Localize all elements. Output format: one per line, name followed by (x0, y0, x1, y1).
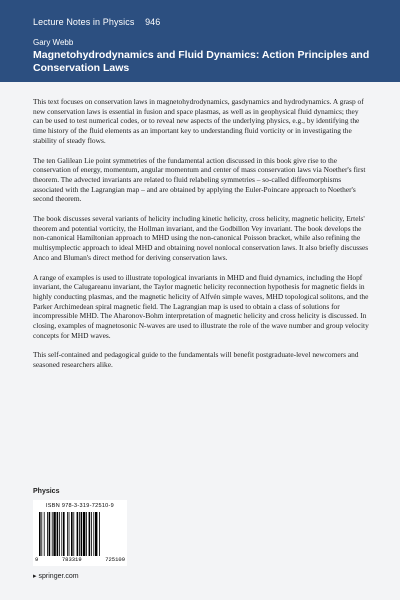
barcode-bar (95, 512, 97, 556)
barcode-bar (44, 512, 45, 556)
barcode-digit-group: 783319 (61, 556, 82, 563)
barcode-bar (63, 512, 65, 556)
header-band (0, 0, 400, 82)
paragraph-3: The book discusses several variants of helicity including kinetic helicity, cross helicity, magnetic helicity, Ertels' theorem and potential vorticity, the Hollman invariant, and the Godbillon Vey invariant. The book develops the non-canonical Hamiltonian approach to MHD using the non-canonical Poisson bracket, while also refining the multisymplectic approach to ideal MHD and obtaining novel nonlocal conservation laws. It also briefly discusses Anco and Bluman's direct method for deriving conservation laws. (33, 214, 369, 262)
barcode-bar (89, 512, 91, 556)
barcode-bar (93, 512, 94, 556)
barcode-bar (71, 512, 73, 556)
series-line (33, 17, 160, 27)
series-name: Lecture Notes in Physics (33, 17, 135, 27)
barcode-bar (39, 512, 41, 556)
barcode-bar (99, 512, 100, 556)
website-text: springer.com (38, 573, 79, 580)
barcode-digits (35, 556, 125, 563)
paragraph-1: This text focuses on conservation laws in magnetohydrodynamics, gasdynamics and hydrodynamics. A grasp of new conservation laws is essential in fusion and space plasmas, as well as in geophysical fluid dynamics; they can be used to test numerical codes, or to reveal new aspects of the underlying physics, e.g., by identifying the time history of the fluid elements as an important key to understanding fluid vorticity or in investigating the stability of steady flows. (33, 97, 364, 145)
barcode-bar (59, 512, 60, 556)
barcode-bar (83, 512, 85, 556)
author-name: Gary Webb (33, 38, 74, 47)
barcode-bar (53, 512, 55, 556)
isbn-label: ISBN 978-3-319-72510-9 (45, 503, 115, 509)
barcode-bar (73, 512, 74, 556)
barcode-bar (61, 512, 62, 556)
barcode-bar (41, 512, 42, 556)
barcode-bar (57, 512, 59, 556)
paragraph-4: A range of examples is used to illustrate topological invariants in MHD and fluid dynamics, including the Hopf invariant, the Calugareanu invariant, the Taylor magnetic helicity reconnection hypothesis for magnetic fields in highly conducting plasmas, and the magnetic helicity of Alfvén simple waves, MHD topological solitons, and the Parker Archimedean spiral magnetic field. The Lagrangian map is used to obtain a class of solutions for incompressible MHD. The Aharonov-Bohm interpretation of magnetic helicity and cross helicity is discussed. In closing, examples of magnetosonic N-waves are used to illustrate the role of the wave number and group velocity concepts for MHD waves. (33, 272, 369, 340)
barcode-digit-group: 9 (35, 556, 39, 563)
subject-label: Physics (33, 488, 60, 495)
barcode-bar (47, 512, 48, 556)
barcode-bar (77, 512, 79, 556)
series-number: 946 (145, 17, 161, 27)
barcode-icon (39, 512, 121, 556)
barcode-panel (33, 500, 127, 566)
barcode-bar (91, 512, 92, 556)
description (33, 97, 369, 380)
barcode-bar (79, 512, 80, 556)
book-title: Magnetohydrodynamics and Fluid Dynamics: Action Principles and Conservation Laws (33, 49, 370, 74)
publisher-website[interactable] (33, 572, 79, 580)
barcode-bar (52, 512, 53, 556)
paragraph-2: The ten Galilean Lie point symmetries of the fundamental action discussed in this book give rise to the conservation of energy, momentum, angular momentum and center of mass conservation laws via Noether's first theorem. The advected invariants are related to fluid relabeling symmetries – so-called diffeomorphisms associated with the Lagrangian map – and are obtained by applying the Euler-Poincare approach to Noether's second theorem. (33, 155, 366, 204)
barcode-bar (49, 512, 51, 556)
barcode-bar (81, 512, 83, 556)
barcode-bar (67, 512, 68, 556)
triangle-right-icon: ▸ (33, 573, 37, 580)
barcode-digit-group: 725109 (105, 556, 125, 563)
barcode-bar (86, 512, 87, 556)
paragraph-5: This self-contained and pedagogical guide to the fundamentals will benefit postgraduate-level newcomers and seasoned researchers alike. (33, 350, 359, 370)
barcode-bar (69, 512, 70, 556)
